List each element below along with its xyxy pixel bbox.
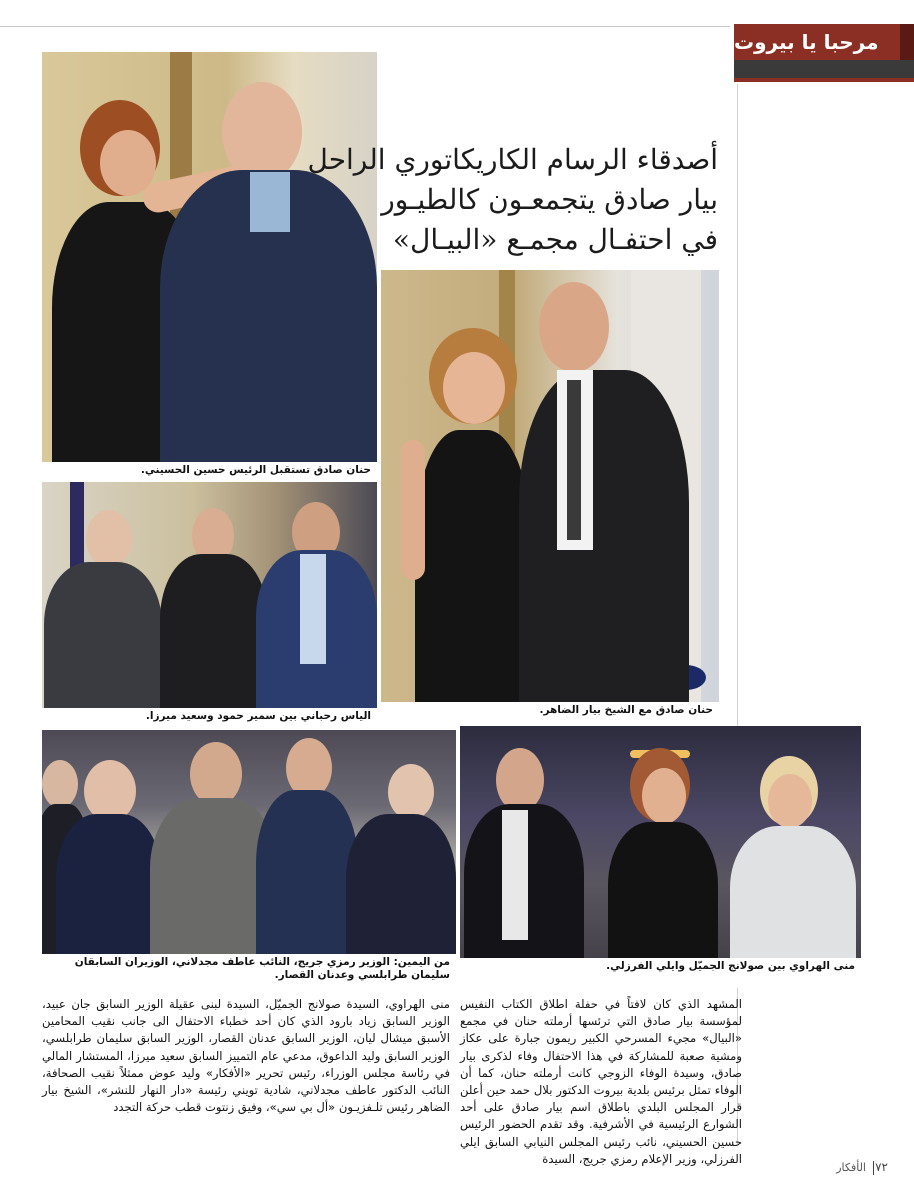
footer-divider (873, 1161, 874, 1175)
magazine-name: الأفكار (836, 1161, 866, 1174)
photo-caption: الياس رحباني بين سمير حمود وسعيد ميرزا. (42, 708, 377, 726)
article-headline (307, 140, 718, 260)
photo-women-group (460, 726, 861, 988)
photo-caption: حنان صادق تستقبل الرئيس حسين الحسيني. (42, 462, 377, 480)
photo-three-men (42, 482, 377, 726)
top-rule (0, 26, 730, 27)
article-column-left: منى الهراوي، السيدة صولانج الجميّل، السيدة لبنى عقيلة الوزير السابق جان عبيد، الوزير السابق زياد بارود الذي كان أحد خطباء الاحتفال الى جانب نقيب المحامين الأسبق ميشال ليان، الوزير السابق عدنان القصار، الوزير السابق سليمان طرابلسي، الوزير السابق وليد الداعوق، مدعي عام التمييز السابق سعيد ميرزا، المستشار المالي في رئاسة مجلس الوزراء، رئيس تحرير «الأفكار» وليد عوض ممثلاً نقيب الصحافة، النائب الدكتور عاطف مجدلاني، شادية تويني رئيسة «دار النهار للنشر»، الشيخ بيار الضاهر رئيس تلـفزيـون «أل بي سي»، وفيق زنتوت قطب حركة التجدد (42, 997, 450, 1115)
section-band (734, 60, 914, 78)
person-head (84, 760, 136, 822)
photo-hostess-sheikh (381, 270, 719, 720)
person-suit (160, 554, 268, 726)
photo-ministers (42, 730, 456, 984)
person-head (388, 764, 434, 820)
person-head (42, 760, 78, 808)
person-head (190, 742, 242, 806)
person-dress (415, 430, 531, 720)
person-suit (519, 370, 689, 720)
photo-greeting (42, 52, 377, 480)
person-suit (44, 562, 162, 726)
person-head (539, 282, 609, 372)
photo-caption: من اليمين: الوزير رمزي جريج، النائب عاطف مجدلاني، الوزيران السابقان سليمان طرابلسي وعدنان القصار. (42, 954, 456, 984)
section-accent-rule (734, 78, 914, 82)
photo-caption: منى الهراوي بين صولانج الجميّل وايلي الفرزلي. (460, 958, 861, 988)
headline-line: أصدقاء الرسام الكاريكاتوري الراحل (307, 143, 718, 176)
person-head (86, 510, 132, 568)
section-label: مرحبا يا بيروت (734, 24, 914, 60)
page-number: ٧٢ (875, 1160, 888, 1174)
headline-line: بيار صادق يتجمعـون كالطيـور (381, 183, 718, 216)
person-head (496, 748, 544, 812)
person-head (286, 738, 332, 798)
person-head (222, 82, 302, 182)
photo-caption: حنان صادق مع الشيخ بيار الضاهر. (381, 702, 719, 720)
headline-line: في احتفـال مجمـع «البيـال» (392, 223, 718, 256)
article-column-right: المشهد الذي كان لافتاً في حفلة اطلاق الكتاب النفيس لمؤسسة بيار صادق التي ترئسها أرملته حنان في مجمع «البيال» مجيء المسرحي الكبير ريمون جبارة على عكاز ومشية صعبة للمشاركة في هذا الاحتفال وفاء لذكرى بيار صادق، وسيدة الوفاء الزوجي كانت أرملته حنان، كما أن الوفاء تمثل برئيس بلدية بيروت الدكتور بلال حمد حين أعلن قرار المجلس البلدي باطلاق اسم بيار صادق على أحد الشوارع الرئيسية في الأشرفية. وقد تقدم الحضور الرئيس حسين الحسيني، نائب رئيس المجلس النيابي السابق ايلي الفرزلي، وزير الإعلام رمزي جريج، السيدة (460, 997, 742, 1166)
